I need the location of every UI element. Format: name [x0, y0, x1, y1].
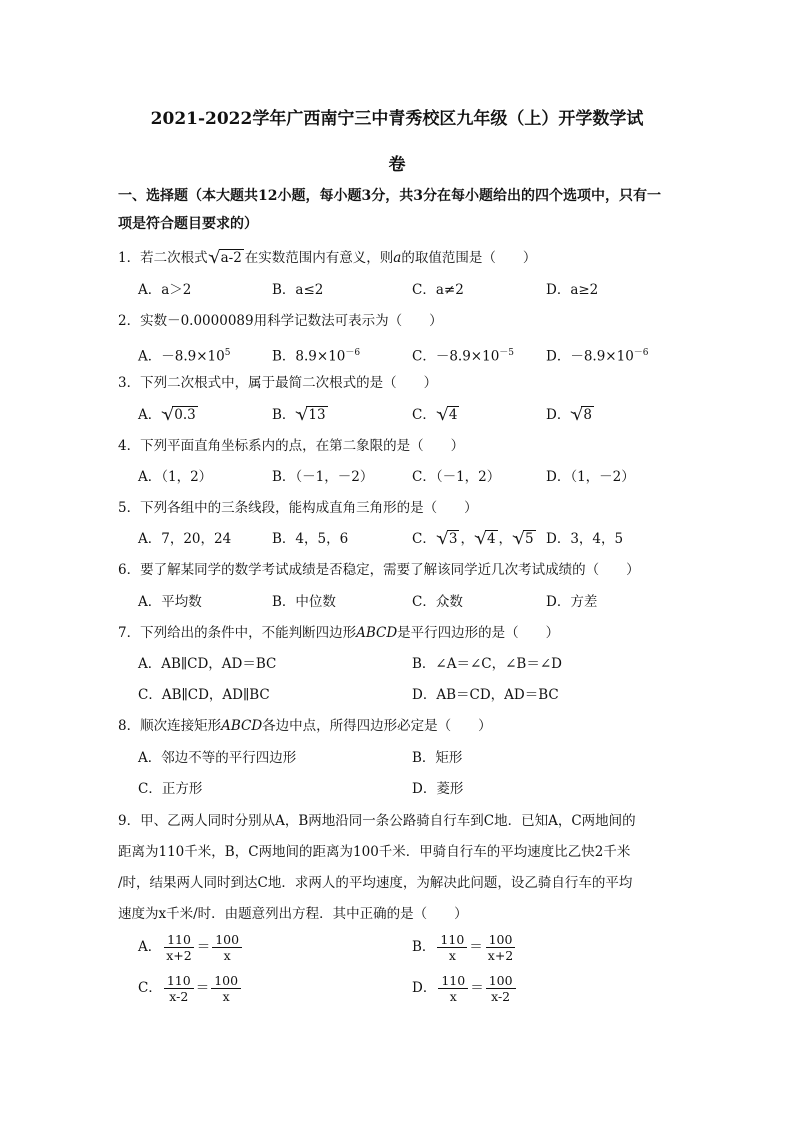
q9-option-a: A． $\frac{110}{x+2}$ ＝ $\frac{100}{x}$: [138, 932, 244, 963]
q4-option-c: C．（－1，2）: [412, 469, 501, 485]
q5-option-a: A．7，20，24: [138, 531, 232, 547]
q5-option-b: B．4，5，6: [272, 531, 349, 547]
question-6-stem: 6．要了解某同学的数学考试成绩是否稳定，需要了解该同学近几次考试成绩的（ ）: [118, 562, 640, 578]
q9-option-b: B． $\frac{110}{x}$ ＝ $\frac{100}{x+2}$: [412, 932, 518, 963]
q8-option-c: C．正方形: [138, 781, 203, 797]
q9-option-d: D． $\frac{110}{x}$ ＝ $\frac{100}{x-2}$: [412, 973, 518, 1004]
q2-option-b: B．$8.9\times 10^{-6}$: [272, 348, 361, 365]
question-9-line-2: 距离为110千米，B，C两地间的距离为100千米．甲骑自行车的平均速度比乙快2千米: [118, 844, 631, 860]
sqrt-expression: √ a-2: [209, 248, 242, 268]
q6-option-d: D．方差: [546, 594, 598, 610]
q3-option-b: B． √ 13: [272, 405, 326, 425]
q6-option-c: C．众数: [412, 594, 463, 610]
q1-option-b: B．a≤2: [272, 282, 324, 298]
q7-option-d: D．AB＝CD，AD＝BC: [412, 687, 559, 703]
q7-option-a: A．AB∥CD，AD＝BC: [138, 656, 277, 672]
q3-option-a: A． √ 0.3: [138, 405, 196, 425]
q7-option-c: C．AB∥CD，AD∥BC: [138, 687, 270, 703]
q1-option-d: D．a≥2: [546, 282, 599, 298]
title-line-2: 卷: [388, 155, 406, 175]
q3-option-d: D． √ 8: [546, 405, 592, 425]
question-9-line-4: 速度为x千米/时．由题意列出方程．其中正确的是（ ）: [118, 906, 468, 922]
q2-option-d: D．$-8.9\times 10^{-6}$: [546, 348, 649, 365]
q9-option-c: C． $\frac{110}{x-2}$ ＝ $\frac{100}{x}$: [138, 973, 243, 1004]
q4-option-b: B．（－1，－2）: [272, 469, 374, 485]
question-2-stem: 2．实数－0.0000089用科学记数法可表示为（ ）: [118, 313, 443, 329]
q5-option-c: C． √ 3 ， √ 4 ， √ 5: [412, 529, 534, 549]
question-9-line-1: 9．甲、乙两人同时分别从A，B两地沿同一条公路骑自行车到C地．已知A，C两地间的: [118, 813, 636, 829]
question-5-stem: 5．下列各组中的三条线段，能构成直角三角形的是（ ）: [118, 500, 478, 516]
q8-option-b: B．矩形: [412, 750, 463, 766]
q4-option-d: D．（1，－2）: [546, 469, 635, 485]
q6-option-a: A．平均数: [138, 594, 202, 610]
question-7-stem: 7．下列给出的条件中，不能判断四边形ABCD是平行四边形的是（ ）: [118, 625, 560, 641]
q8-option-a: A．邻边不等的平行四边形: [138, 750, 297, 766]
q1-option-c: C．a≠2: [412, 282, 464, 298]
q5-option-d: D．3，4，5: [546, 531, 624, 547]
question-3-stem: 3．下列二次根式中，属于最简二次根式的是（ ）: [118, 375, 438, 391]
q8-option-d: D．菱形: [412, 781, 464, 797]
q2-option-a: A．$-8.9\times 10^5$: [138, 348, 231, 365]
q6-option-b: B．中位数: [272, 594, 336, 610]
title-line-1: 2021-2022学年广西南宁三中青秀校区九年级（上）开学数学试: [150, 109, 644, 129]
q2-option-c: C．$-8.9\times 10^{-5}$: [412, 348, 515, 365]
question-9-line-3: /时，结果两人同时到达C地．求两人的平均速度，为解决此问题，设乙骑自行车的平均: [118, 875, 633, 891]
section-heading-line-2: 项是符合题目要求的）: [118, 216, 258, 232]
exam-title: [108, 96, 686, 188]
q4-option-a: A．（1，2）: [138, 469, 213, 485]
q3-option-c: C． √ 4: [412, 405, 458, 425]
question-1-stem: 1．若二次根式 √ a-2 在实数范围内有意义，则a的取值范围是（ ）: [118, 248, 537, 268]
question-4-stem: 4．下列平面直角坐标系内的点，在第二象限的是（ ）: [118, 438, 465, 454]
q1-option-a: A．a＞2: [138, 282, 192, 298]
question-8-stem: 8．顺次连接矩形ABCD各边中点，所得四边形必定是（ ）: [118, 718, 492, 734]
section-heading-line-1: 一、选择题（本大题共12小题，每小题3分，共3分在每小题给出的四个选项中，只有一: [118, 188, 661, 204]
q7-option-b: B．∠A＝∠C，∠B＝∠D: [412, 656, 562, 672]
